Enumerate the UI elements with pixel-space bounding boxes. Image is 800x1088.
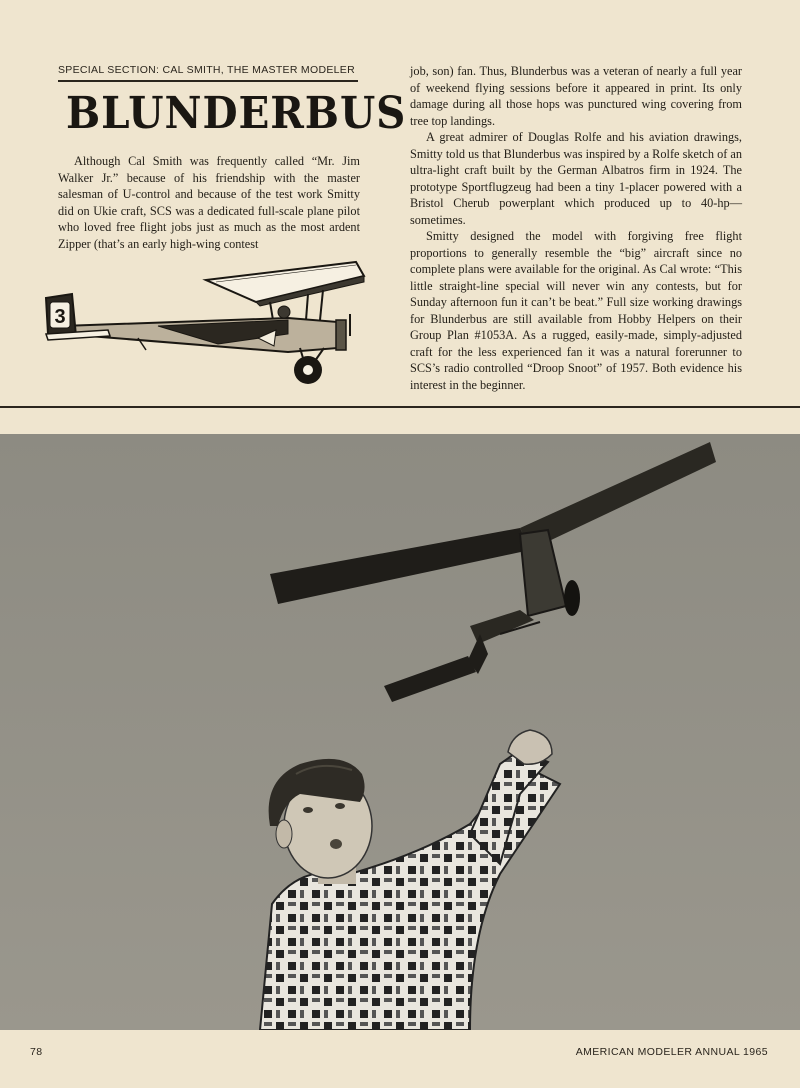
kicker-rule bbox=[58, 80, 358, 82]
right-column bbox=[410, 63, 742, 393]
wheel-illustration bbox=[294, 356, 322, 384]
publication-footer: AMERICAN MODELER ANNUAL 1965 bbox=[575, 1046, 768, 1058]
paragraph-2: A great admirer of Douglas Rolfe and his aviation drawings, Smitty told us that Blunderbus was inspired by a Rolfe sketch of an ultra-light craft built by the German Albatros firm in 1924. The prototype Sportflugzeug had been a tiny 1-placer powered with a Bristol Cherub powerplant which produced up to 40-hp—sometimes. bbox=[410, 130, 742, 227]
section-kicker: SPECIAL SECTION: CAL SMITH, THE MASTER MODELER bbox=[58, 64, 355, 76]
article-title: BLUNDERBUS bbox=[66, 88, 407, 139]
left-column bbox=[58, 153, 360, 252]
wing-illustration bbox=[206, 262, 364, 306]
photo-illustration bbox=[0, 434, 800, 1030]
tail-fin-illustration bbox=[46, 294, 76, 336]
airplane-drawing bbox=[38, 256, 368, 388]
paragraph-3: Smitty designed the model with forgiving free flight proportions to generally resemble the “big” aircraft since no complete plans were available for the original. As Cal wrote: “This little straight-line special will never win any contests, but for Sunday afternoon fun it can’t be beat.” Full size working drawings for Blunderbus are still available from Hobby Helpers on their Group Plan #1053A. As a rugged, easily-made, simply-adjusted craft for the less experienced fan it was a natural forerunner to SCS’s radio controlled “Droop Snoot” of 1957. Both evidence his interest in the beginner. bbox=[410, 229, 742, 392]
photo-boy-launching-model bbox=[0, 434, 800, 1030]
paragraph-1: Although Cal Smith was frequently called “Mr. Jim Walker Jr.” because of his friendship with the master salesman of U-control and because of the test work Smitty did on Ukie craft, SCS was a dedicated full-scale plane pilot who loved free flight jobs just as much as the most ardent Zipper (that’s an early high-wing contest bbox=[58, 154, 360, 251]
section-divider bbox=[0, 406, 800, 408]
page-number: 78 bbox=[30, 1046, 43, 1058]
tail-number: 3 bbox=[54, 306, 66, 328]
paragraph-1-continued: job, son) fan. Thus, Blunderbus was a veteran of nearly a full year of weekend flying sessions before it appeared in print. Its only damage during all those hops was punctured wing covering from tree top landings. bbox=[410, 64, 742, 128]
